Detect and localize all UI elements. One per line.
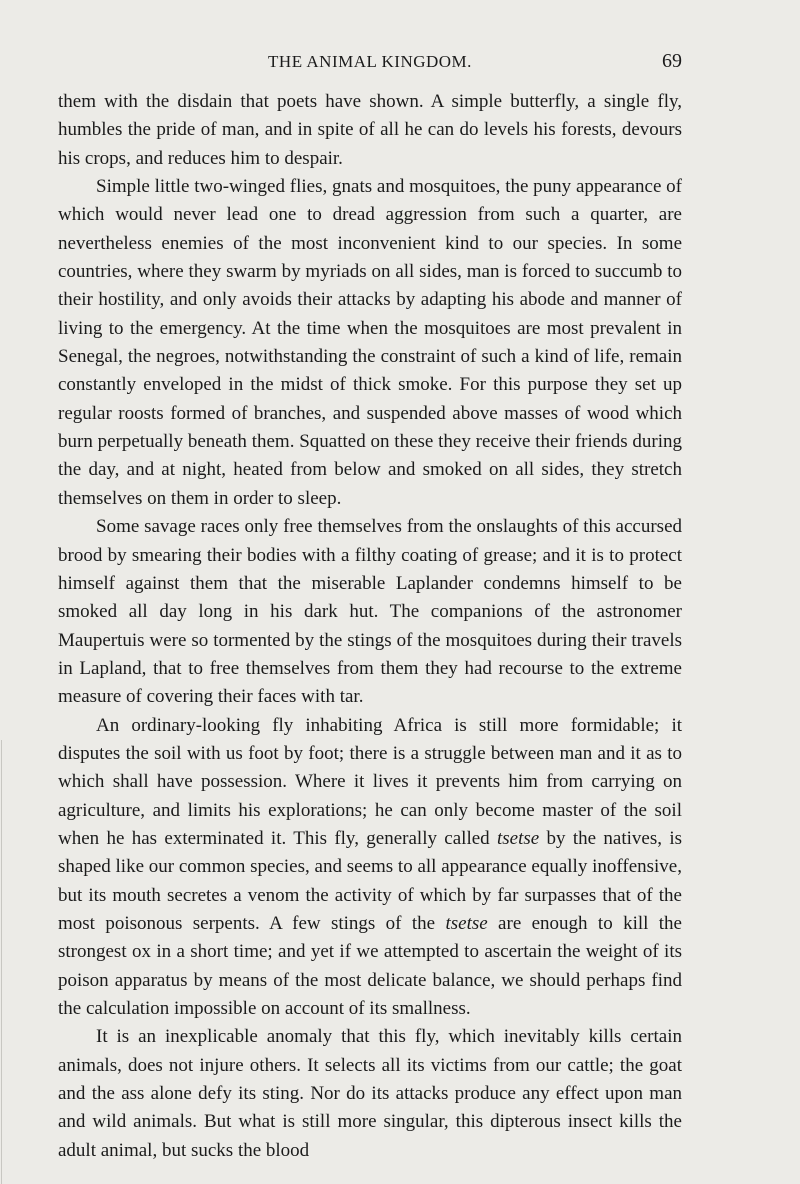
body-text [58,88,682,1165]
paragraph [58,173,682,513]
text-segment: An ordinary-looking fly inhabiting Africa is still more formidable; it disputes the soil with us foot by foot; there is a struggle between man and it as to which shall have possession. Where it lives it prevents him from carrying on agriculture, and limits his explorations; he can only become master of the soil when he has exterminated it. This fly, generally called [58,714,682,849]
italic-term: tsetse [497,827,540,849]
paragraph [58,1023,682,1165]
paragraph [58,712,682,1024]
text-segment: It is an inexplicable anomaly that this fly, which inevitably kills certain animals, does not injure others. It selects all its victims from our cattle; the goat and the ass alone defy its sting. Nor do its attacks produce any effect upon man and wild animals. But what is still more singular, this dipterous insect kills the adult animal, but sucks the blood [58,1026,682,1161]
text-segment: by the natives, is shaped like our common species, and seems to all appearance equally inoffensive, but its mouth secretes a venom the activity of which by far surpasses that of the most poisonous serpents. A few stings of the [58,827,683,934]
running-title: THE ANIMAL KINGDOM. [268,52,472,71]
page-header [58,52,682,78]
text-segment: Simple little two-winged flies, gnats and mosquitoes, the puny appearance of which would never lead one to dread aggression from such a quarter, are nevertheless enemies of the most inconvenient kind to our species. In some countries, where they swarm by myriads on all sides, man is forced to succumb to their hostility, and only avoids their attacks by adapting his abode and manner of living to the emergency. At the time when the mosquitoes are most prevalent in Senegal, the negroes, notwithstanding the constraint of such a kind of life, remain constantly enveloped in the midst of thick smoke. For this purpose they set up regular roosts formed of branches, and suspended above masses of wood which burn perpetually beneath them. Squatted on these they receive their friends during the day, and at night, heated from below and smoked on all sides, they stretch themselves on them in order to sleep. [58,176,682,509]
page-edge-line [1,740,2,1184]
text-segment: Some savage races only free themselves from the onslaughts of this accursed brood by smearing their bodies with a filthy coating of grease; and it is to protect himself against them that the miserable Laplander condemns himself to be smoked all day long in his dark hut. The companions of the astronomer Maupertuis were so tormented by the stings of the mosquitoes during their travels in Lapland, that to free themselves from them they had recourse to the extreme measure of covering their faces with tar. [58,516,682,708]
page-number: 69 [662,50,682,72]
text-segment: them with the disdain that poets have shown. A simple butterfly, a single fly, humbles the pride of man, and in spite of all he can do levels his forests, devours his crops, and reduces him to despair. [58,91,682,169]
paragraph [58,513,682,711]
paragraph [58,88,682,173]
text-segment: are enough to kill the strongest ox in a short time; and yet if we attempted to ascertain the weight of its poison apparatus by means of the most delicate balance, we should perhaps find the calculation impossible on account of its smallness. [58,912,682,1019]
italic-term: tsetse [445,912,488,934]
